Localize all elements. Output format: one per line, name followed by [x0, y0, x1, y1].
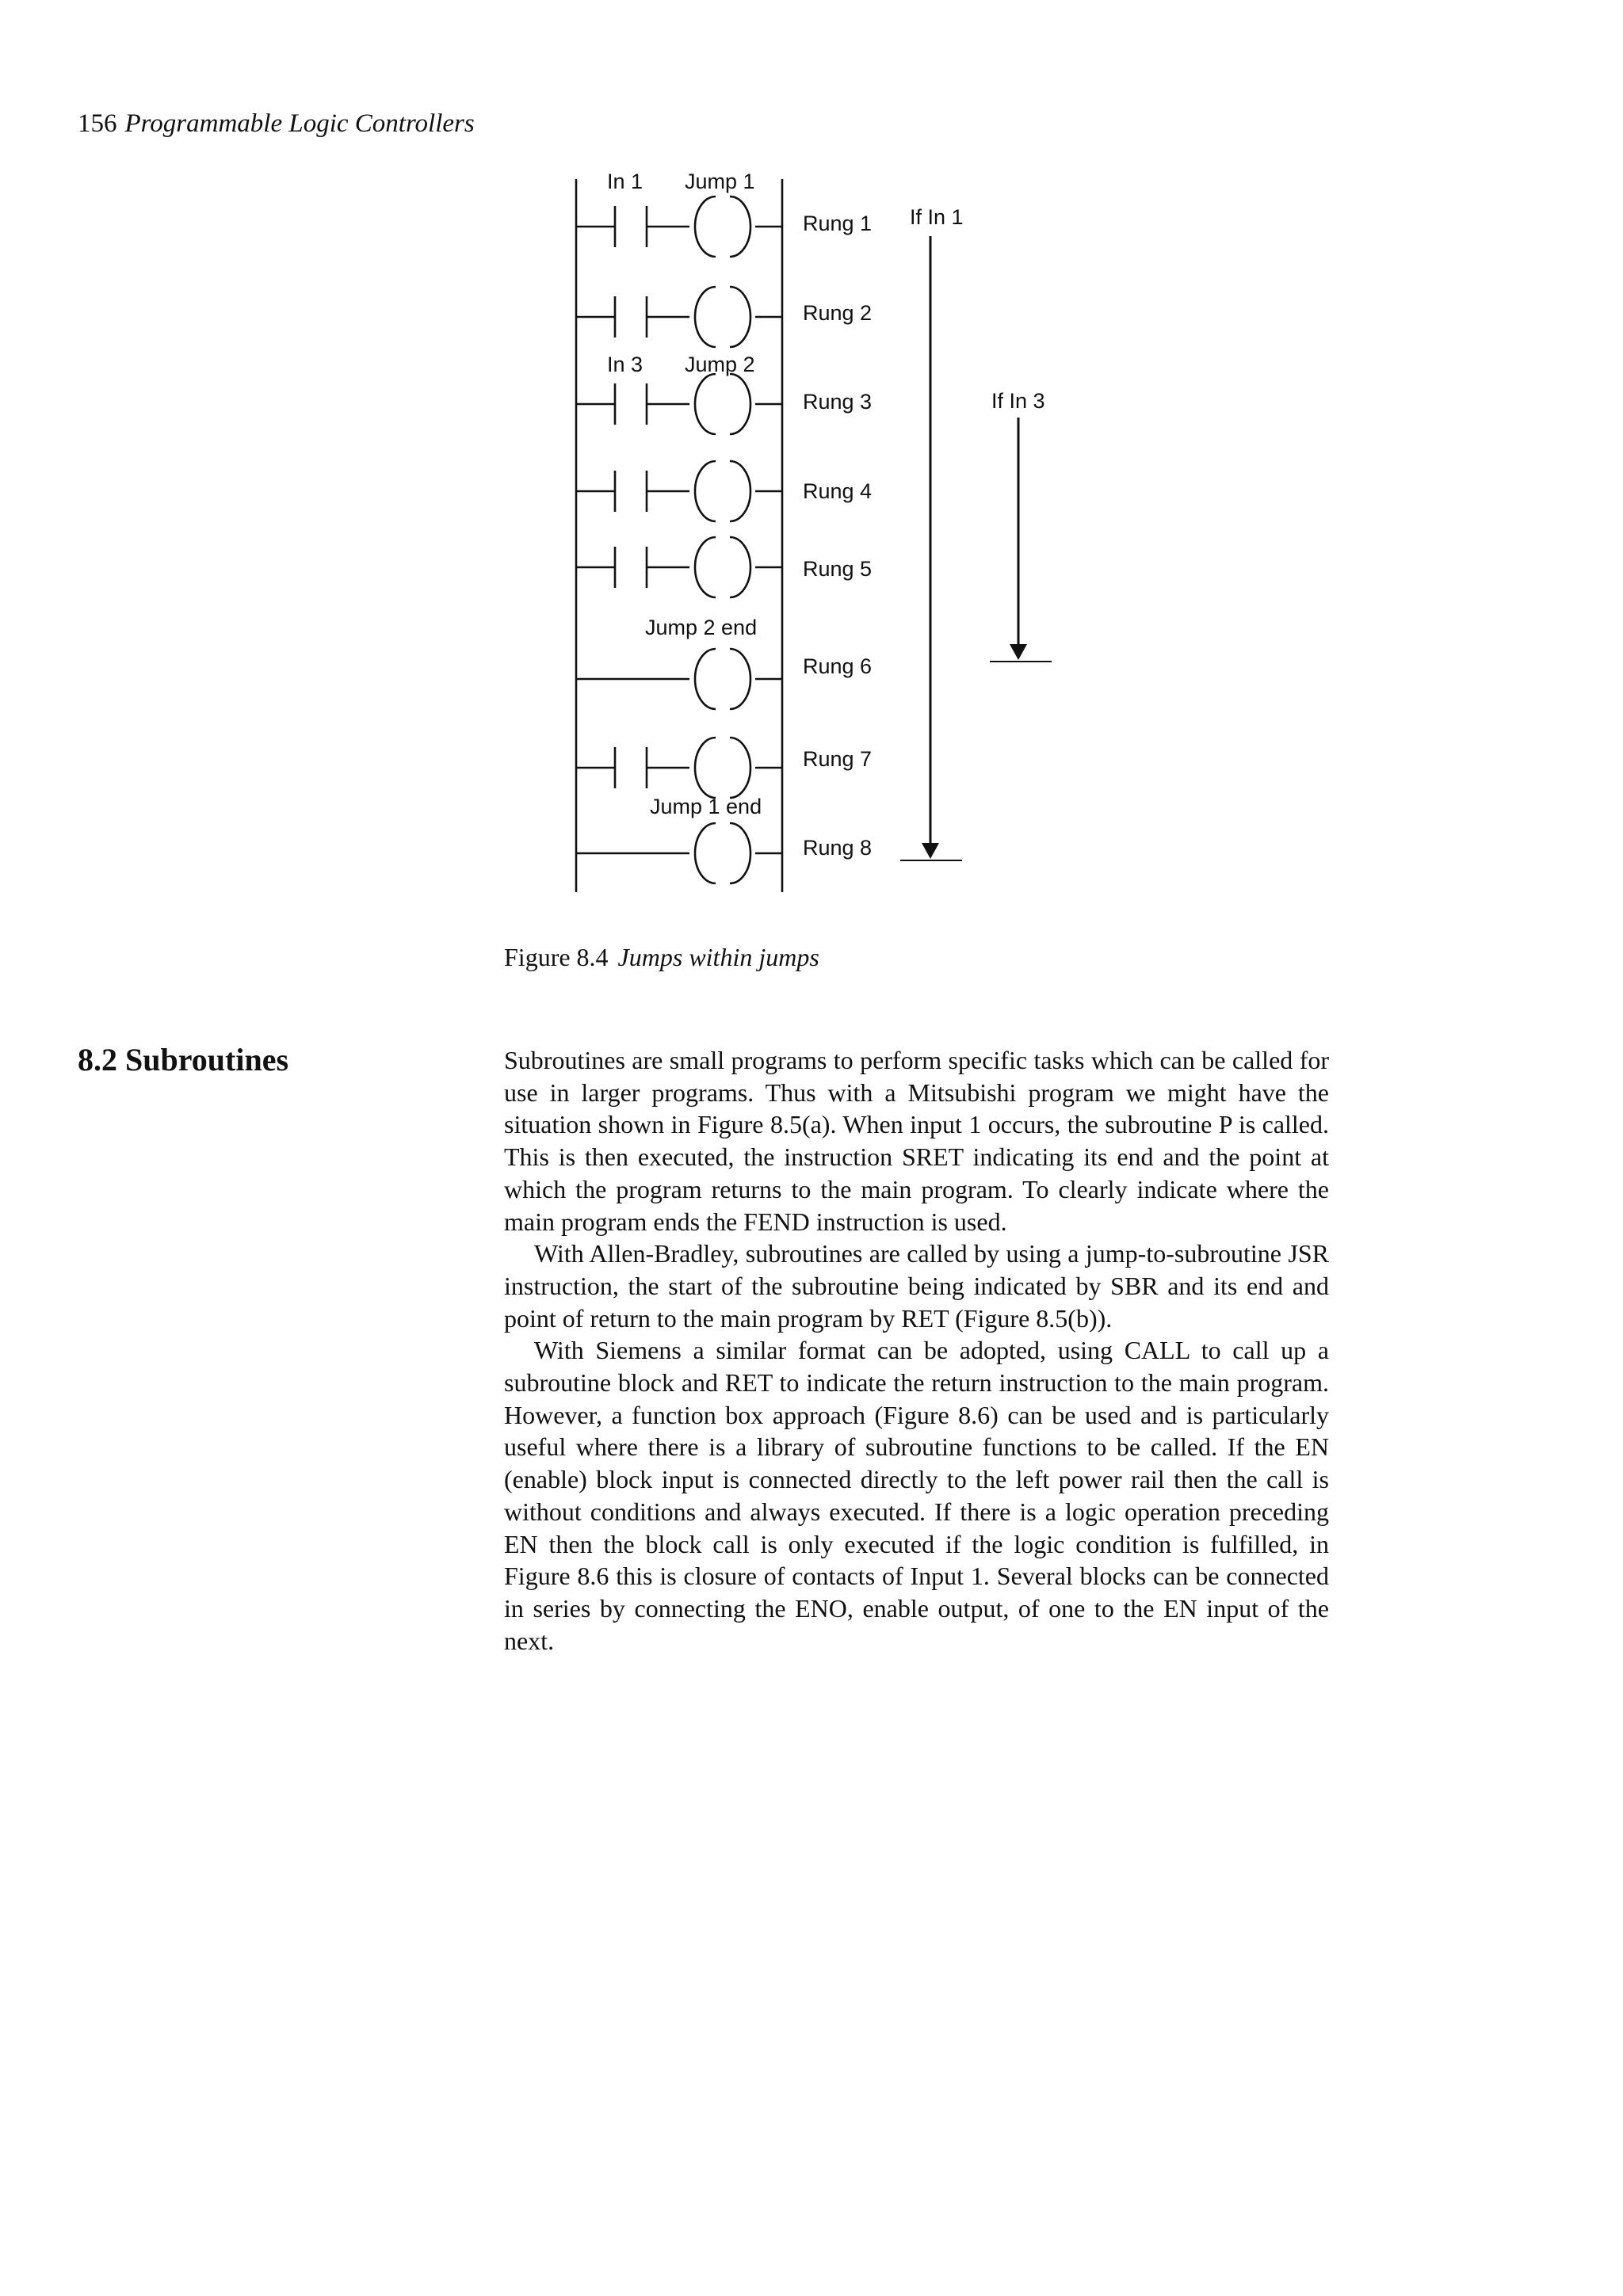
- rung-1-coil-left-arc: [695, 196, 716, 257]
- section-heading: 8.2 Subroutines: [78, 1042, 289, 1077]
- rung-label-6: Rung 6: [803, 654, 873, 678]
- rung-8-coil-left-arc: [695, 823, 716, 883]
- rung-7-coil-left-arc: [695, 738, 716, 798]
- rung-6-coil-right-arc: [730, 649, 750, 709]
- rung-7-coil-right-arc: [730, 738, 750, 798]
- coil-label-jump2: Jump 2: [685, 353, 755, 376]
- coil-label-jump1: Jump 1: [685, 170, 755, 193]
- contact-label-in1: In 1: [607, 170, 643, 193]
- paragraph-3: With Siemens a similar format can be adopted, using CALL to call up a subroutine block and RET to indicate the return instruction to the main program. However, a function box approach (Figure 8.6) can be used and is particularly useful where there is a library of subroutine functions to be called. If the EN (enable) block input is connected directly to the left power rail then the call is without conditions and always executed. If there is a logic operation preceding EN then the block call is only executed if the logic condition is fulfilled, in Figure 8.6 this is closure of contacts of Input 1. Several blocks can be connected in series by connecting the ENO, enable output, of one to the EN input of the next.: [504, 1336, 1329, 1655]
- ladder-wiring: [576, 179, 782, 892]
- page-number: 156: [78, 109, 117, 138]
- rung-4-coil-right-arc: [730, 461, 750, 521]
- arrow-label-if-in1: If In 1: [910, 205, 964, 229]
- rung-8-coil-right-arc: [730, 823, 750, 883]
- jump-arrow-if-in1: [900, 236, 962, 860]
- coil-label-jump1-end: Jump 1 end: [650, 795, 762, 818]
- rung-label-3: Rung 3: [803, 390, 873, 414]
- arrow-head: [1010, 644, 1027, 660]
- ladder-diagram: [0, 0, 1623, 935]
- figure-caption: [504, 941, 819, 973]
- jump-arrow-if-in3: [990, 418, 1052, 662]
- rung-label-7: Rung 7: [803, 747, 873, 771]
- rung-label-4: Rung 4: [803, 479, 873, 503]
- rung-4-coil-left-arc: [695, 461, 716, 521]
- rung-5-coil-left-arc: [695, 537, 716, 597]
- section-body: [504, 1044, 1329, 1657]
- paragraph-2: With Allen-Bradley, subroutines are called by using a jump-to-subroutine JSR instruction, the start of the subroutine being indicated by SBR and its end and point of return to the main program by RET (Figure 8.5(b)).: [504, 1239, 1329, 1333]
- arrow-label-if-in3: If In 3: [991, 389, 1045, 413]
- contact-label-in3: In 3: [607, 353, 643, 376]
- rung-label-5: Rung 5: [803, 557, 873, 581]
- paragraph-1: Subroutines are small programs to perform specific tasks which can be called for use in larger programs. Thus with a Mitsubishi program we might have the situation shown in Figure 8.5(a). When input 1 occurs, the subroutine P is called. This is then executed, the instruction SRET indicating its end and the point at which the program returns to the main program. To clearly indicate where the main program ends the FEND instruction is used.: [504, 1046, 1329, 1236]
- arrow-head: [922, 843, 939, 859]
- book-title: Programmable Logic Controllers: [124, 109, 475, 138]
- figure-caption-number: Figure 8.4: [504, 943, 609, 971]
- rung-3-coil-right-arc: [730, 374, 750, 434]
- rung-6-coil-left-arc: [695, 649, 716, 709]
- rung-2-coil-left-arc: [695, 287, 716, 347]
- rung-5-coil-right-arc: [730, 537, 750, 597]
- rung-label-2: Rung 2: [803, 301, 873, 325]
- rung-label-1: Rung 1: [803, 212, 873, 235]
- rung-1-coil-right-arc: [730, 196, 750, 257]
- figure-caption-title: Jumps within jumps: [617, 943, 819, 971]
- rung-label-8: Rung 8: [803, 836, 873, 860]
- rung-3-coil-left-arc: [695, 374, 716, 434]
- coil-label-jump2-end: Jump 2 end: [645, 616, 758, 639]
- rung-2-coil-right-arc: [730, 287, 750, 347]
